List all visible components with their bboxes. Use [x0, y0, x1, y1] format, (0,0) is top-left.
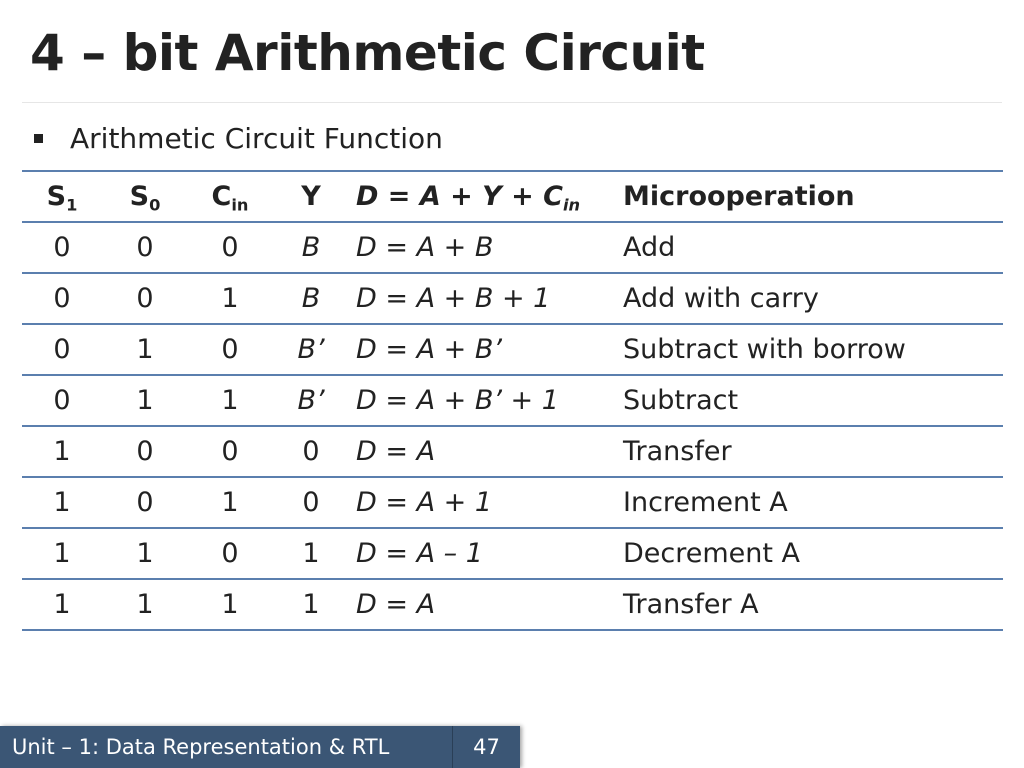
cell-microoperation: Subtract with borrow	[623, 324, 1003, 375]
cell-d: D = A + 1	[350, 477, 623, 528]
header-microoperation: Microoperation	[623, 171, 1003, 222]
cell-s0: 0	[102, 222, 188, 273]
table-row	[22, 426, 1003, 477]
footer-bar	[0, 726, 520, 768]
cell-s1: 1	[22, 426, 102, 477]
cell-d: D = A	[350, 426, 623, 477]
cell-s1: 1	[22, 528, 102, 579]
cell-d: D = A	[350, 579, 623, 630]
cell-d: D = A – 1	[350, 528, 623, 579]
cell-y: B’	[272, 375, 350, 426]
cell-cin: 0	[188, 528, 272, 579]
cell-y: 0	[272, 426, 350, 477]
cell-y: B	[272, 222, 350, 273]
cell-s0: 1	[102, 375, 188, 426]
bullet-item	[34, 122, 443, 155]
cell-cin: 1	[188, 375, 272, 426]
cell-s1: 1	[22, 579, 102, 630]
function-table	[22, 170, 1003, 631]
table-row	[22, 477, 1003, 528]
slide-title: 4 – bit Arithmetic Circuit	[30, 24, 705, 82]
cell-cin: 0	[188, 426, 272, 477]
cell-d: D = A + B’	[350, 324, 623, 375]
table-row	[22, 273, 1003, 324]
cell-s1: 0	[22, 375, 102, 426]
header-s1: $S_1$	[22, 171, 102, 222]
header-y: Y	[272, 171, 350, 222]
cell-s0: 0	[102, 477, 188, 528]
title-divider	[22, 102, 1002, 103]
cell-s0: 0	[102, 273, 188, 324]
cell-s0: 1	[102, 324, 188, 375]
table-header-row	[22, 171, 1003, 222]
table-row	[22, 222, 1003, 273]
cell-microoperation: Decrement A	[623, 528, 1003, 579]
cell-microoperation: Add	[623, 222, 1003, 273]
table-row	[22, 579, 1003, 630]
cell-s0: 1	[102, 579, 188, 630]
cell-y: 1	[272, 579, 350, 630]
cell-microoperation: Increment A	[623, 477, 1003, 528]
cell-y: B’	[272, 324, 350, 375]
cell-microoperation: Subtract	[623, 375, 1003, 426]
cell-cin: 1	[188, 477, 272, 528]
header-cin: $C_{in}$	[188, 171, 272, 222]
cell-y: 0	[272, 477, 350, 528]
cell-microoperation: Transfer A	[623, 579, 1003, 630]
cell-s1: 0	[22, 222, 102, 273]
cell-cin: 0	[188, 222, 272, 273]
cell-microoperation: Transfer	[623, 426, 1003, 477]
cell-cin: 1	[188, 579, 272, 630]
page-number: 47	[473, 735, 500, 759]
cell-d: D = A + B	[350, 222, 623, 273]
table-row	[22, 375, 1003, 426]
cell-cin: 0	[188, 324, 272, 375]
cell-s0: 0	[102, 426, 188, 477]
cell-s1: 0	[22, 324, 102, 375]
cell-d: D = A + B + 1	[350, 273, 623, 324]
table-row	[22, 528, 1003, 579]
table-row	[22, 324, 1003, 375]
cell-y: 1	[272, 528, 350, 579]
square-bullet-icon	[34, 134, 43, 143]
cell-microoperation: Add with carry	[623, 273, 1003, 324]
bullet-text: Arithmetic Circuit Function	[70, 122, 443, 155]
cell-cin: 1	[188, 273, 272, 324]
cell-s1: 0	[22, 273, 102, 324]
cell-s1: 1	[22, 477, 102, 528]
footer-unit-text: Unit – 1: Data Representation & RTL	[12, 735, 390, 759]
header-d: $D = A + Y + C_{in}$	[350, 171, 623, 222]
cell-y: B	[272, 273, 350, 324]
cell-d: D = A + B’ + 1	[350, 375, 623, 426]
header-s0: $S_0$	[102, 171, 188, 222]
cell-s0: 1	[102, 528, 188, 579]
